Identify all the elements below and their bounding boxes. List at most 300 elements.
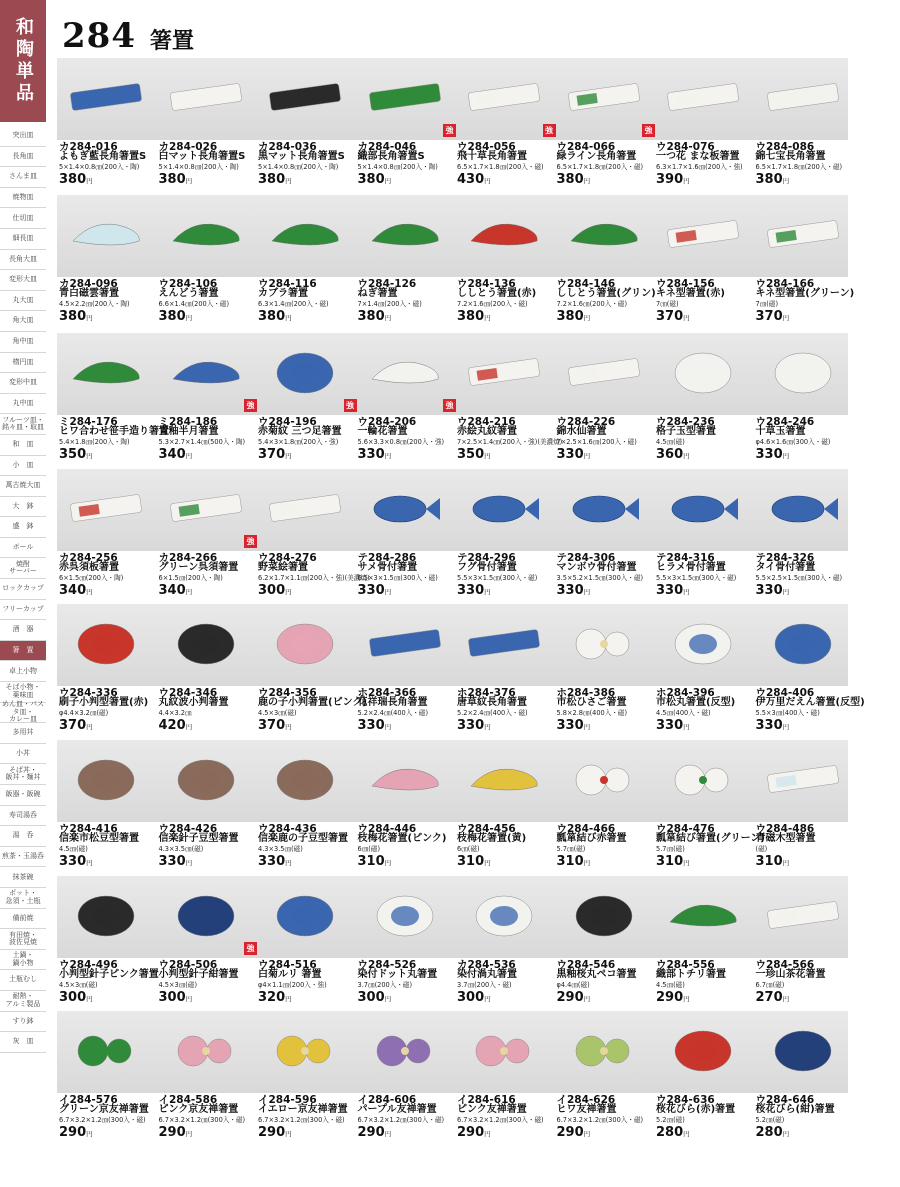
price-value: 300 [457, 990, 485, 1005]
product-price [358, 991, 392, 1004]
product-price [756, 1126, 790, 1139]
page-title: 箸置 [150, 28, 195, 54]
product-code: ウ284-486 [755, 823, 815, 835]
product-price [656, 584, 690, 597]
product-name: 赤菊紋 三つ足箸置 [258, 426, 342, 437]
product-price [159, 584, 193, 597]
nav-item[interactable]: 楕円皿 [0, 353, 46, 374]
product-price [358, 448, 392, 461]
price-value: 350 [59, 447, 87, 462]
nav-item[interactable]: そば丼・ 飯丼・麺丼 [0, 764, 46, 785]
yen-unit: 円 [285, 314, 292, 322]
product-code: イ284-616 [457, 1094, 516, 1106]
price-value: 370 [656, 309, 684, 324]
price-value: 370 [755, 309, 783, 324]
product-spec: φ4.6×1.6㎝(300入・磁) [755, 438, 831, 446]
product-code: ウ284-556 [656, 959, 715, 971]
green-yuzen-rest-icon [65, 1023, 147, 1075]
strong-badge: 強 [244, 399, 257, 412]
product-code: ウ284-516 [258, 959, 317, 971]
yen-unit: 円 [384, 314, 392, 322]
price-value: 380 [158, 172, 186, 187]
navy-black-oval-rest-icon [165, 888, 247, 940]
product-spec: 6.7×3.2×1.2㎝(300入・磁) [59, 1116, 146, 1124]
price-value: 310 [357, 854, 385, 869]
product-spec: 6.7×3.2×1.2㎝(300入・磁) [258, 1116, 345, 1124]
product-spec: 5.6×3.3×0.8㎝(200入・強) [357, 438, 445, 446]
price-value: 390 [656, 172, 684, 187]
price-value: 380 [357, 172, 385, 187]
yen-unit: 円 [484, 314, 491, 322]
yen-unit: 円 [683, 859, 690, 867]
product-spec: 5.2×2.4㎝(400入・磁) [357, 709, 429, 717]
yen-unit: 円 [86, 859, 93, 867]
product-price [457, 173, 491, 186]
nav-item[interactable]: ボール [0, 538, 46, 559]
product-code: イ284-606 [357, 1094, 417, 1106]
product-spec: 5×1.4×0.8㎝(200入・陶) [158, 163, 239, 171]
nav-item[interactable]: 長角大皿 [0, 250, 46, 271]
product-price [756, 310, 790, 323]
nav-item[interactable]: フルーツ皿・ 銘々皿・取皿 [0, 414, 46, 435]
nav-item[interactable]: 有田焼・ 波佐見焼 [0, 929, 46, 950]
nav-item[interactable]: 抹茶碗 [0, 867, 46, 888]
product-price [557, 991, 591, 1004]
product-name: 染付渦丸箸置 [457, 969, 517, 980]
flounder-rest-icon [662, 481, 744, 533]
product-code: ウ284-426 [158, 823, 218, 835]
nav-item[interactable]: 備前焼 [0, 909, 46, 930]
price-value: 330 [158, 854, 186, 869]
strong-badge: 強 [443, 124, 456, 137]
product-price [358, 1126, 392, 1139]
product-code: ウ284-526 [357, 959, 417, 971]
nav-item[interactable]: フリーカップ [0, 600, 46, 621]
page-number: 284 [62, 16, 136, 56]
yen-unit: 円 [185, 723, 193, 731]
product-spec: 4.3×3.5㎝(磁) [258, 845, 303, 853]
strong-badge: 強 [244, 942, 257, 955]
yen-unit: 円 [583, 314, 591, 322]
price-value: 270 [755, 990, 783, 1005]
yen-unit: 円 [484, 723, 491, 731]
price-value: 380 [556, 172, 584, 187]
green-rectangle-rest-icon [364, 70, 446, 122]
nav-item[interactable]: 飯器・飯碗 [0, 785, 46, 806]
product-code: カ284-266 [158, 552, 218, 564]
product-code: ウ284-276 [258, 552, 317, 564]
product-name: 織部長角箸置S [357, 151, 425, 162]
product-price [557, 173, 591, 186]
yen-unit: 円 [484, 995, 491, 1003]
curved-round-rest-icon [662, 616, 744, 668]
kine-green-rest-icon [762, 207, 844, 259]
product-name: えんどう箸置 [158, 288, 219, 299]
product-code: ミ284-176 [59, 416, 118, 428]
yen-unit: 円 [583, 588, 591, 596]
nav-item[interactable]: 盛 鉢 [0, 517, 46, 538]
nav-item[interactable]: 角大皿 [0, 311, 46, 332]
product-spec: φ4.4㎝(磁) [556, 981, 590, 989]
product-spec: φ4.4×3.2㎝(磁) [59, 709, 109, 717]
nav-item[interactable]: 煎茶・玉湯呑 [0, 847, 46, 868]
product-price [358, 855, 392, 868]
pufferfish-rest-icon [463, 481, 545, 533]
nav-item[interactable]: 湯 呑 [0, 826, 46, 847]
product-code: カ284-256 [59, 552, 118, 564]
product-code: ウ284-546 [556, 959, 616, 971]
product-price [159, 448, 193, 461]
nav-item[interactable]: 突出皿 [0, 126, 46, 147]
turnip-rest-icon [264, 207, 346, 259]
price-value: 290 [357, 1125, 385, 1140]
product-code: ウ284-496 [59, 959, 118, 971]
product-price [159, 855, 193, 868]
product-code: カ284-046 [357, 141, 417, 153]
yen-unit: 円 [683, 177, 690, 185]
product-name: ヒワ合わせ笹手造り箸置 [59, 426, 169, 437]
price-value: 380 [357, 309, 385, 324]
product-name: ヒワ友禅箸置 [556, 1104, 617, 1115]
yen-unit: 円 [185, 452, 193, 460]
product-name: 青白磁雲箸置 [59, 288, 119, 299]
product-name: 格子玉型箸置 [656, 426, 716, 437]
product-price [159, 719, 193, 732]
product-spec: 7㎝(磁) [656, 300, 679, 308]
product-code: ホ284-376 [457, 687, 516, 699]
yen-unit: 円 [86, 1130, 93, 1138]
product-spec: 4.4×3.2㎝ [158, 709, 192, 717]
bean-rest-icon [165, 752, 247, 804]
yen-unit: 円 [285, 995, 292, 1003]
price-value: 320 [258, 990, 286, 1005]
nav-item[interactable]: 灰 皿 [0, 1032, 46, 1053]
price-value: 350 [457, 447, 485, 462]
product-code: ウ284-136 [457, 278, 516, 290]
yen-unit: 円 [285, 859, 292, 867]
product-spec: 4.5×3㎝(磁) [258, 709, 297, 717]
price-value: 380 [59, 309, 87, 324]
product-spec: 5.2×2.4㎝(400入・磁) [457, 709, 528, 717]
yen-unit: 円 [384, 452, 392, 460]
leek-rest-icon [364, 207, 446, 259]
nav-item[interactable]: めん皿・パスタ皿・ カレー皿 [2, 700, 44, 724]
price-value: 340 [59, 583, 87, 598]
product-spec: 5.3×2.7×1.4㎝(500入・陶) [158, 438, 246, 446]
nav-item[interactable]: 丸大皿 [0, 291, 46, 312]
product-spec: 6.7×3.2×1.2㎝(300入・磁) [457, 1116, 544, 1124]
striped-ball-rest-icon [762, 345, 844, 397]
yen-unit: 円 [782, 1130, 790, 1138]
price-value: 300 [258, 583, 286, 598]
product-code: ウ284-216 [457, 416, 516, 428]
product-name: 信楽針子豆型箸置 [158, 833, 239, 844]
yen-unit: 円 [782, 995, 790, 1003]
nav-item[interactable]: そば小物・ 薬味皿 [0, 682, 46, 703]
white-rectangle-rest-icon [165, 70, 247, 122]
pink-yuzen-rest-icon [463, 1023, 545, 1075]
product-name: イエロー京友禅箸置 [258, 1104, 348, 1115]
yen-unit: 円 [484, 452, 491, 460]
product-code: ウ284-226 [556, 416, 616, 428]
product-price [59, 448, 93, 461]
nav-item[interactable]: 小丼 [0, 744, 46, 765]
oribe-shell-rest-icon [662, 888, 744, 940]
product-code: ウ284-156 [656, 278, 715, 290]
product-price [258, 173, 292, 186]
product-name: 一つ花 まな板箸置 [656, 151, 740, 162]
product-name: 青磁木型箸置 [755, 833, 816, 844]
nav-item[interactable]: 焼物皿 [0, 188, 46, 209]
price-value: 310 [556, 854, 584, 869]
nav-item[interactable]: 卓上小物 [0, 661, 46, 682]
nav-item[interactable]: 長角皿 [0, 147, 46, 168]
product-price [59, 855, 93, 868]
product-spec: 6.5×1.7×1.8㎝(200入・磁) [755, 163, 843, 171]
price-value: 280 [656, 1125, 684, 1140]
product-name: タイ骨付箸置 [755, 562, 816, 573]
product-price [656, 855, 690, 868]
product-name: 枝梅花箸置(黄) [457, 833, 527, 844]
product-spec: 6.3×1.7×1.6㎝(200入・強) [656, 163, 743, 171]
nav-item[interactable]: ロックカップ [0, 579, 46, 600]
nav-item[interactable]: 仕切皿 [0, 208, 46, 229]
product-code: テ284-286 [357, 552, 417, 564]
chrysanthemum-rest-icon [264, 345, 346, 397]
product-name: 黒釉桜丸ペコ箸置 [556, 969, 637, 980]
product-name: 信楽鹿の子豆型箸置 [258, 833, 348, 844]
single-flower-rest-icon [364, 345, 446, 397]
product-name: マンボウ骨付箸置 [556, 562, 637, 573]
product-spec: 5.5×3×1.5㎝(300入・磁) [457, 574, 538, 582]
product-price [258, 310, 292, 323]
product-price [258, 1126, 292, 1139]
yen-unit: 円 [285, 588, 292, 596]
product-price [59, 991, 93, 1004]
product-code: テ284-306 [556, 552, 616, 564]
price-value: 330 [357, 447, 385, 462]
product-code: ウ284-206 [357, 416, 417, 428]
yen-unit: 円 [384, 177, 392, 185]
product-spec: 6.7×3.2×1.2㎝(300入・磁) [556, 1116, 644, 1124]
peapod-rest-icon [165, 207, 247, 259]
product-code: イ284-576 [59, 1094, 118, 1106]
product-price [457, 448, 491, 461]
blue-shonzui-rest-icon [364, 616, 446, 668]
yen-unit: 円 [185, 859, 193, 867]
white-chrysanthemum-rest-icon [264, 888, 346, 940]
product-name: 緑ライン長角箸置 [556, 151, 637, 162]
product-name: ヒラメ骨付箸置 [656, 562, 726, 573]
swirl-round-rest-icon [463, 888, 545, 940]
product-price [358, 719, 392, 732]
product-price [59, 584, 93, 597]
price-value: 330 [556, 583, 584, 598]
product-spec: 3.7㎝(200入・磁) [457, 981, 512, 989]
price-value: 330 [755, 583, 783, 598]
product-price [457, 719, 491, 732]
product-spec: 6.5×1.7×1.8㎝(200入・磁) [457, 163, 544, 171]
nav-item[interactable]: 変形大皿 [0, 270, 46, 291]
nav-item[interactable]: 丸中皿 [0, 394, 46, 415]
product-code: カ284-026 [158, 141, 218, 153]
product-spec: 4.5×3㎝(磁) [59, 981, 98, 989]
product-name: 伊万里だえん箸置(反型) [755, 697, 865, 708]
product-code: イ284-586 [158, 1094, 218, 1106]
nav-item[interactable]: さんま皿 [0, 167, 46, 188]
product-code: ウ284-166 [755, 278, 815, 290]
nav-item[interactable]: 萬古焼大皿 [0, 476, 46, 497]
nav-item[interactable]: 土鍋・ 鍋小物 [0, 950, 46, 971]
yen-unit: 円 [285, 1130, 292, 1138]
nav-item[interactable]: 焼酎 サーバー [0, 558, 46, 579]
category-tab[interactable] [0, 0, 46, 122]
yen-unit: 円 [484, 1130, 491, 1138]
product-code: ウ284-436 [258, 823, 317, 835]
strong-badge: 強 [344, 399, 357, 412]
red-board-rest-icon [65, 481, 147, 533]
price-value: 380 [59, 172, 87, 187]
product-name: よもぎ藍長角箸置S [59, 151, 147, 162]
blue-rectangle-rest-icon [65, 70, 147, 122]
product-name: 枝梅花箸置(ピンク) [357, 833, 447, 844]
product-spec: 7㎝(磁) [755, 300, 779, 308]
product-spec: 4.5㎝(400入・磁) [656, 709, 711, 717]
product-name: 白マット長角箸置S [158, 151, 246, 162]
price-value: 330 [556, 718, 584, 733]
yen-unit: 円 [683, 588, 690, 596]
product-code: ホ284-366 [357, 687, 417, 699]
kine-red-rest-icon [662, 207, 744, 259]
product-price [656, 173, 690, 186]
product-spec: 5.4×3×1.8㎝(200入・強) [258, 438, 339, 446]
product-name: カブラ箸置 [258, 288, 308, 299]
product-name: 織部トチリ箸置 [656, 969, 726, 980]
yen-unit: 円 [185, 1130, 193, 1138]
product-name: 黒マット長角箸置S [258, 151, 345, 162]
price-value: 290 [158, 1125, 186, 1140]
product-name: ピンク京友禅箸置 [158, 1104, 239, 1115]
nav-item[interactable]: ポット・ 急須・土瓶 [0, 888, 46, 909]
nav-item[interactable]: 小 皿 [0, 456, 46, 477]
karakusa-rest-icon [463, 616, 545, 668]
product-price [358, 584, 392, 597]
price-value: 330 [656, 583, 684, 598]
product-spec: 5.8×2.8㎝(400入・磁) [556, 709, 628, 717]
bamboo-leaf-rest-icon [65, 345, 147, 397]
sunfish-rest-icon [563, 481, 645, 533]
product-spec: 7×2.5×1.6㎝(200入・磁) [556, 438, 637, 446]
nav-item[interactable]: 大 鉢 [0, 497, 46, 518]
gourd-rest-icon [563, 616, 645, 668]
product-spec: 6.7㎝(磁) [755, 981, 785, 989]
nav-item[interactable]: 耐熱・ アルミ製品 [0, 991, 46, 1012]
nav-item[interactable]: 酒 器 [0, 620, 46, 641]
nav-item[interactable]: すり鉢 [0, 1012, 46, 1033]
product-name: ピンク友禅箸置 [457, 1104, 527, 1115]
nav-item[interactable]: 角中皿 [0, 332, 46, 353]
plum-branch-pink-rest-icon [364, 752, 446, 804]
green-board-rest-icon [165, 481, 247, 533]
price-value: 310 [457, 854, 485, 869]
product-name: 赤呉須板箸置 [59, 562, 119, 573]
product-name: 信楽市松豆型箸置 [59, 833, 139, 844]
product-code: ウ284-146 [556, 278, 616, 290]
product-spec: 3.7㎝(200入・磁) [357, 981, 413, 989]
product-price [59, 719, 93, 732]
product-spec: 7.2×1.6㎝(200入・磁) [556, 300, 628, 308]
nav-item[interactable]: 多用丼 [0, 723, 46, 744]
imari-oval-rest-icon [762, 616, 844, 668]
price-value: 340 [158, 447, 186, 462]
product-spec: φ4×1.1㎝(200入・強) [258, 981, 327, 989]
product-spec: 5×1.4×0.8㎝(200入・陶) [59, 163, 140, 171]
product-name: 市松ひさご箸置 [556, 697, 627, 708]
yen-unit: 円 [384, 588, 392, 596]
black-rectangle-rest-icon [264, 70, 346, 122]
product-price [756, 173, 790, 186]
price-value: 300 [158, 990, 186, 1005]
yen-unit: 円 [782, 452, 790, 460]
nav-item[interactable]: 細長皿 [0, 229, 46, 250]
product-name: 錦水仙箸置 [556, 426, 607, 437]
price-value: 310 [755, 854, 783, 869]
price-value: 330 [357, 718, 385, 733]
product-spec: 6.2×1.7×1.1㎝(200入・強)(美濃焼) [258, 574, 370, 582]
lattice-ball-rest-icon [662, 345, 744, 397]
product-price [258, 584, 292, 597]
nav-item[interactable]: 箸 置 [0, 641, 46, 662]
half-moon-rest-icon [165, 345, 247, 397]
product-code: ウ284-246 [755, 416, 815, 428]
product-code: カ284-536 [457, 959, 516, 971]
nav-item[interactable]: 寿司湯呑 [0, 806, 46, 827]
product-name: 花祥瑞長角箸置 [357, 697, 428, 708]
nav-item[interactable]: 変形中皿 [0, 373, 46, 394]
price-value: 420 [158, 718, 186, 733]
product-price [656, 1126, 690, 1139]
red-pattern-rest-icon [463, 345, 545, 397]
product-code: ウ284-406 [755, 687, 815, 699]
product-code: ウ284-076 [656, 141, 715, 153]
vegetable-rest-icon [264, 481, 346, 533]
nav-item[interactable]: 和 皿 [0, 435, 46, 456]
yen-unit: 円 [583, 723, 591, 731]
black-oval-rest-icon [165, 616, 247, 668]
product-price [258, 991, 292, 1004]
product-price [258, 719, 292, 732]
product-name: 赤絵丸紋箸置 [457, 426, 517, 437]
product-name: キネ型箸置(赤) [656, 288, 725, 299]
yen-unit: 円 [583, 995, 591, 1003]
product-name: 唐草紋長角箸置 [457, 697, 527, 708]
price-value: 330 [556, 447, 584, 462]
price-value: 330 [59, 854, 87, 869]
price-value: 380 [556, 309, 584, 324]
product-price [656, 991, 690, 1004]
product-price [258, 448, 292, 461]
yen-unit: 円 [185, 995, 193, 1003]
product-spec: 6×1.5㎝(200入・陶) [158, 574, 223, 582]
product-price [656, 719, 690, 732]
narcissus-rest-icon [563, 345, 645, 397]
strong-badge: 強 [642, 124, 655, 137]
product-spec: 7×1.4㎝(200入・磁) [357, 300, 422, 308]
product-price [656, 310, 690, 323]
product-spec: 6.5×3×1.5㎝(300入・磁) [357, 574, 438, 582]
nav-item[interactable]: 土瓶むし [0, 970, 46, 991]
shippo-rest-icon [762, 70, 844, 122]
